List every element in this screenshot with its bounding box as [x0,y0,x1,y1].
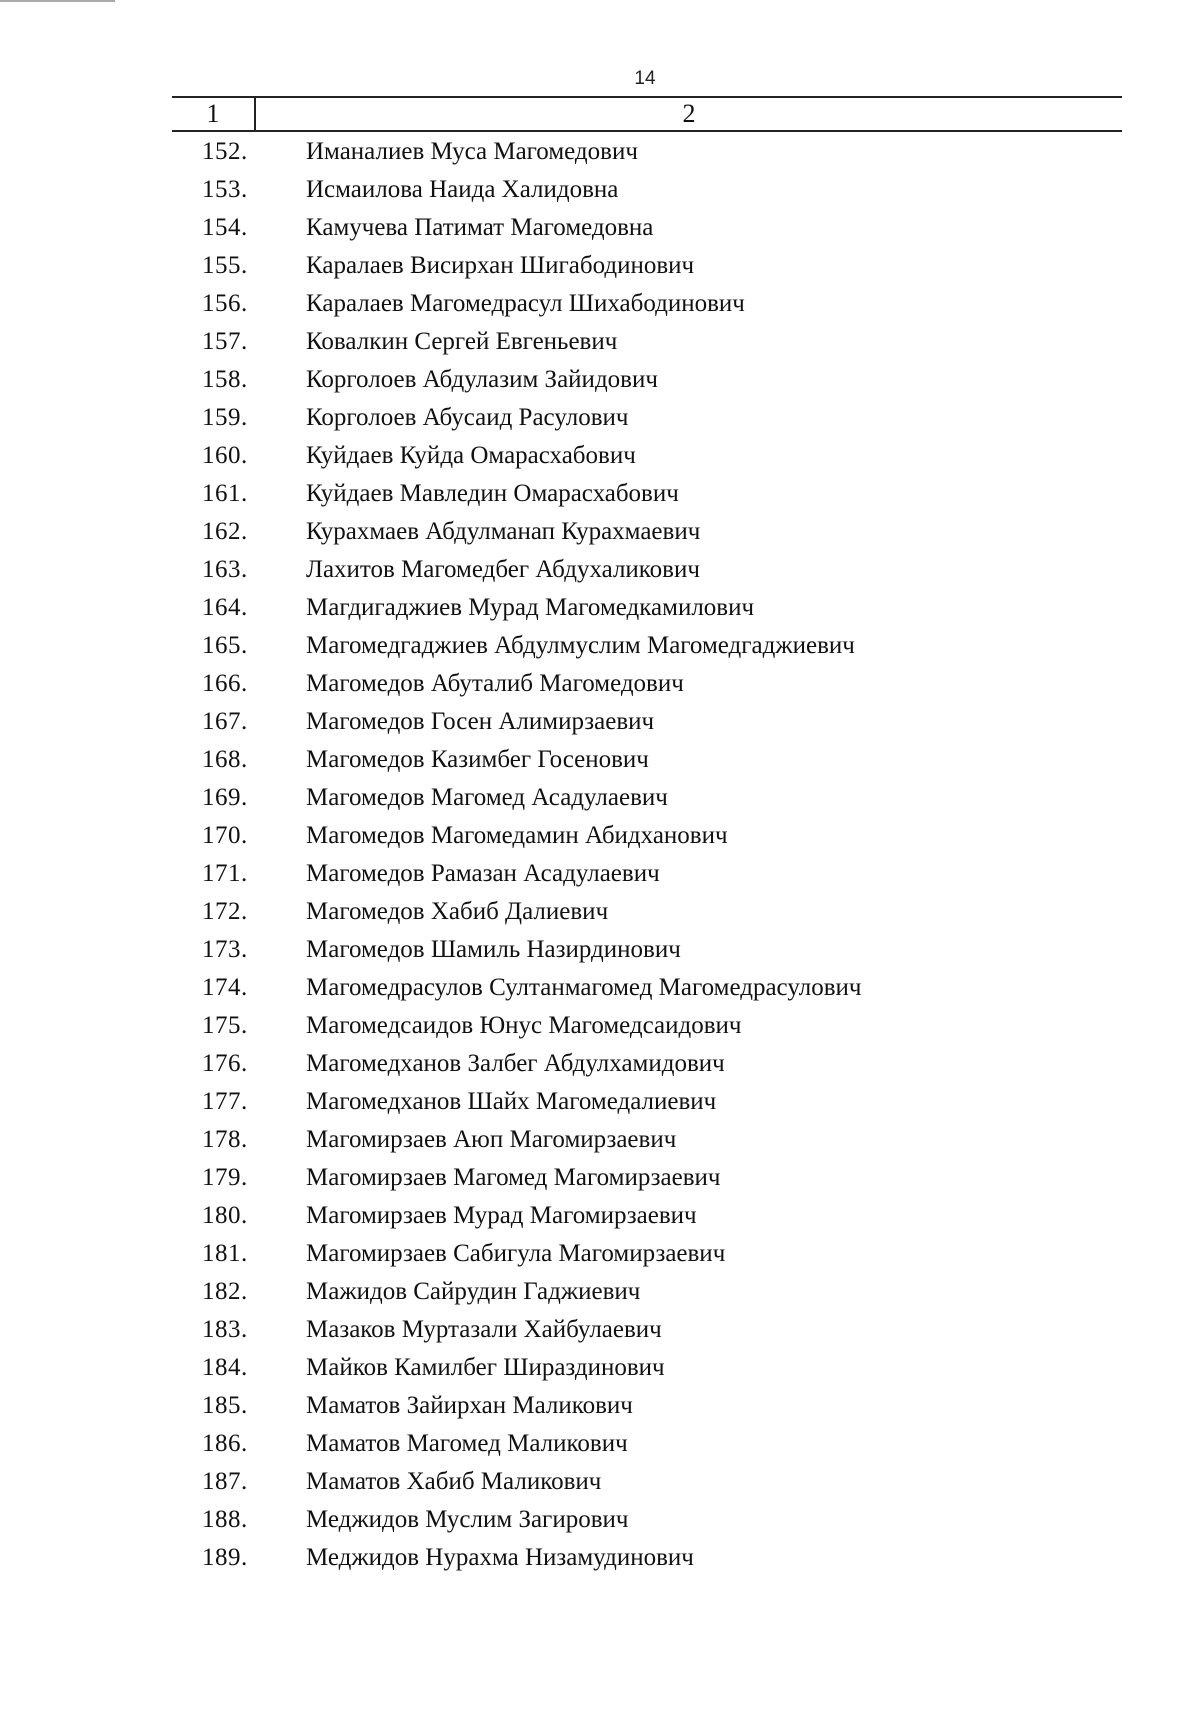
person-name: Магомедханов Залбег Абдулхамидович [306,1050,725,1077]
person-name: Магомедов Магомед Асадулаевич [306,784,668,811]
table-row [172,323,1122,361]
table-row [172,1273,1122,1311]
row-number: 172. [202,898,248,925]
row-number: 160. [202,442,248,469]
person-name: Магомедсаидов Юнус Магомедсаидович [306,1012,742,1039]
person-name: Магомедов Казимбег Госенович [306,746,649,773]
table-header [172,96,1122,132]
row-number: 183. [202,1316,248,1343]
table-row [172,551,1122,589]
table-row [172,209,1122,247]
row-number: 164. [202,594,248,621]
row-number: 186. [202,1430,248,1457]
table-body [172,133,1122,1577]
table-row [172,437,1122,475]
table-row [172,779,1122,817]
row-number: 168. [202,746,248,773]
person-name: Корголоев Абусаид Расулович [306,404,629,431]
person-name: Меджидов Нурахма Низамудинович [306,1544,694,1571]
row-number: 155. [202,252,248,279]
table-row [172,285,1122,323]
table-row [172,1159,1122,1197]
row-number: 185. [202,1392,248,1419]
person-name: Куйдаев Мавледин Омарасхабович [306,480,679,507]
row-number: 173. [202,936,248,963]
row-number: 189. [202,1544,248,1571]
table-row [172,1387,1122,1425]
row-number: 158. [202,366,248,393]
table-row [172,1349,1122,1387]
person-name: Маматов Магомед Маликович [306,1430,628,1457]
person-name: Камучева Патимат Магомедовна [306,214,654,241]
table-row [172,475,1122,513]
person-name: Майков Камилбег Шираздинович [306,1354,665,1381]
row-number: 184. [202,1354,248,1381]
table-row [172,1463,1122,1501]
table-row [172,171,1122,209]
table-row [172,361,1122,399]
table-row [172,399,1122,437]
row-number: 178. [202,1126,248,1153]
row-number: 166. [202,670,248,697]
person-name: Исмаилова Наида Халидовна [306,176,619,203]
person-name: Иманалиев Муса Магомедович [306,138,638,165]
row-number: 170. [202,822,248,849]
table-row [172,703,1122,741]
person-name: Магомирзаев Аюп Магомирзаевич [306,1126,677,1153]
person-name: Магомедов Шамиль Назирдинович [306,936,681,963]
person-name: Ковалкин Сергей Евгеньевич [306,328,618,355]
table-row [172,1425,1122,1463]
table-row [172,1501,1122,1539]
table-row [172,513,1122,551]
table-row [172,1121,1122,1159]
table-row [172,893,1122,931]
table-row [172,1235,1122,1273]
row-number: 157. [202,328,248,355]
table-row [172,1083,1122,1121]
row-number: 169. [202,784,248,811]
row-number: 159. [202,404,248,431]
row-number: 163. [202,556,248,583]
person-name: Магомедов Хабиб Далиевич [306,898,609,925]
person-name: Магомедов Абуталиб Магомедович [306,670,684,697]
header-column-number: 1 [172,98,256,130]
row-number: 152. [202,138,248,165]
row-number: 179. [202,1164,248,1191]
table-row [172,741,1122,779]
person-name: Каралаев Магомедрасул Шихабодинович [306,290,745,317]
person-name: Мазаков Муртазали Хайбулаевич [306,1316,662,1343]
person-name: Магомедов Магомедамин Абидханович [306,822,728,849]
row-number: 153. [202,176,248,203]
table-row [172,1007,1122,1045]
table-row [172,589,1122,627]
row-number: 162. [202,518,248,545]
table-row [172,1197,1122,1235]
table-row [172,817,1122,855]
row-number: 187. [202,1468,248,1495]
row-number: 182. [202,1278,248,1305]
row-number: 156. [202,290,248,317]
table-row [172,969,1122,1007]
row-number: 167. [202,708,248,735]
row-number: 174. [202,974,248,1001]
person-name: Мажидов Сайрудин Гаджиевич [306,1278,641,1305]
row-number: 177. [202,1088,248,1115]
table-row [172,133,1122,171]
row-number: 171. [202,860,248,887]
table-row [172,627,1122,665]
person-name: Магомирзаев Магомед Магомирзаевич [306,1164,721,1191]
row-number: 188. [202,1506,248,1533]
person-name: Магомирзаев Мурад Магомирзаевич [306,1202,697,1229]
row-number: 154. [202,214,248,241]
row-number: 175. [202,1012,248,1039]
row-number: 165. [202,632,248,659]
table-row [172,665,1122,703]
person-name: Магомедов Рамазан Асадулаевич [306,860,660,887]
person-name: Маматов Хабиб Маликович [306,1468,602,1495]
row-number: 181. [202,1240,248,1267]
person-name: Куйдаев Куйда Омарасхабович [306,442,636,469]
table-row [172,1539,1122,1577]
person-name: Магомедгаджиев Абдулмуслим Магомедгаджиевич [306,632,855,659]
person-name: Магдигаджиев Мурад Магомедкамилович [306,594,755,621]
person-name: Магомедрасулов Султанмагомед Магомедрасулович [306,974,862,1001]
table-row [172,1045,1122,1083]
person-name: Магомедханов Шайх Магомедалиевич [306,1088,717,1115]
table-row [172,247,1122,285]
person-name: Лахитов Магомедбег Абдухаликович [306,556,700,583]
person-name: Маматов Зайирхан Маликович [306,1392,633,1419]
row-number: 180. [202,1202,248,1229]
person-name: Магомедов Госен Алимирзаевич [306,708,655,735]
person-name: Корголоев Абдулазим Зайидович [306,366,658,393]
person-name: Каралаев Висирхан Шигабодинович [306,252,695,279]
row-number: 161. [202,480,248,507]
person-name: Курахмаев Абдулманап Курахмаевич [306,518,701,545]
person-name: Магомирзаев Сабигула Магомирзаевич [306,1240,726,1267]
person-name: Меджидов Муслим Загирович [306,1506,629,1533]
page-number: 14 [634,68,656,89]
header-column-name: 2 [682,99,696,128]
table-row [172,1311,1122,1349]
table-row [172,855,1122,893]
scan-edge-line [0,0,115,2]
table-row [172,931,1122,969]
row-number: 176. [202,1050,248,1077]
